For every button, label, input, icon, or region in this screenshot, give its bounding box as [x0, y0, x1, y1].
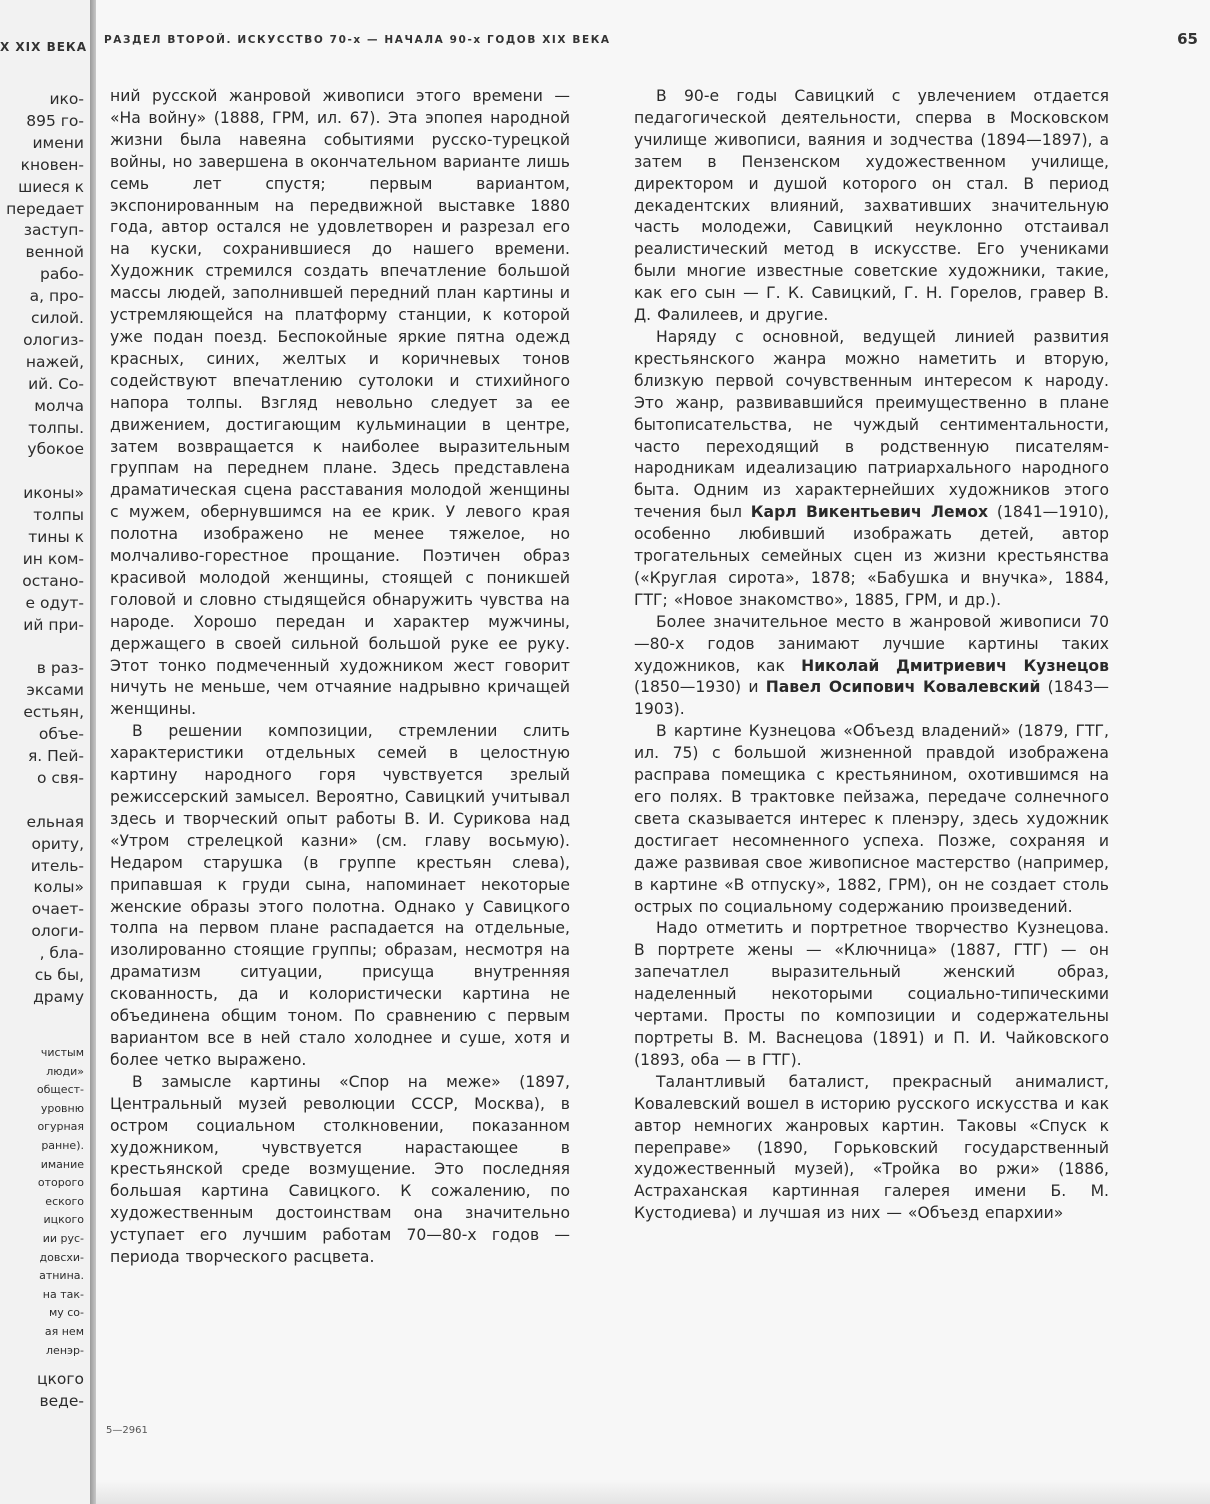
paragraph — [634, 327, 1109, 612]
previous-page-line: шиеся к — [18, 177, 84, 196]
previous-page-line: венной — [25, 243, 84, 262]
text-run: (1850—1930) и — [634, 678, 766, 697]
previous-page-line: имени — [32, 133, 84, 152]
previous-page-line: ологи- — [31, 922, 84, 941]
previous-page-line: веде- — [39, 1392, 84, 1410]
previous-page-line: остано- — [22, 571, 84, 590]
previous-page-line: тины к — [28, 528, 84, 546]
paragraph: Надо отметить и портретное творчество Кузнецова. В портрете жены — «Ключница» (1887, ГТГ) — он запечатлел выразительный женский образ, наделенный некоторыми социально-типическими чертами. Просты по композиции и содержательны портреты В. М. Васнецова (1891) и П. И. Чайковского (1893, оба — в ГТГ). — [634, 919, 1109, 1069]
paragraph: В картине Кузнецова «Объезд владений» (1879, ГТГ, ил. 75) с большой жизненной правдой изображена расправа помещика с крестьянином, охотившимся на его полях. В трактовке пейзажа, передаче солнечного света сказывается интерес к пленэру, здесь художник достигает несомненного успеха. Позже, сохраняя и даже развивая свое живописное мастерство (например, в картине «В отпуску», 1882, ГРМ), он не создает столь острых по социальному содержанию произведений. — [634, 722, 1109, 916]
previous-page-line: эксами — [26, 681, 84, 700]
paragraph: Талантливый баталист, прекрасный анималист, Ковалевский вошел в историю русского искусства и как автор немногих жанровых картин. Таковы «Спуск к переправе» (1890, Горьковский государственный художественный музей), «Тройка во ржи» (1886, Астраханская картинная галерея имени Б. М. Кустодиева) и лучшая из них — «Объезд епархии» — [634, 1072, 1109, 1223]
text-run: (1841—1910), особенно любивший изображать детей, автор трогательных семейных сцен из жизни крестьянства («Круглая сирота», 1878; «Бабушка и внучка», 1884, ГТГ; «Новое знакомство», 1885, ГРМ, и др.). — [634, 503, 1109, 609]
previous-page-line: оторого — [37, 1176, 84, 1190]
previous-page-line: общест- — [36, 1083, 84, 1097]
text-run: Более значительное место в жанровой живописи 70—80-х годов занимают лучшие картины таких художников, как — [634, 612, 1109, 675]
book-page — [96, 0, 1210, 1504]
text-run: (1843—1903). — [634, 678, 1109, 719]
previous-page-line: люди» — [46, 1064, 84, 1078]
previous-page-line: иконы» — [23, 484, 84, 503]
paragraph: В 90-е годы Савицкий с увлечением отдается педагогической деятельности, сперва в Московском училище живописи, ваяния и зодчества (1894—1897), а затем в Пензенском художественном училище, директором и душой которого он стал. В период декадентских влияний, захвативших значительную часть молодежи, Савицкий неуклонно отстаивал реалистический метод в искусстве. Его учениками были многие известные советские художники, такие, как его сын — Г. К. Савицкий, Г. Н. Горелов, гравер В. Д. Фалилеев, и другие. — [634, 87, 1109, 325]
paragraph: ний русской жанровой живописи этого времени — «На войну» (1888, ГРМ, ил. 67). Эта эпопея народной жизни была навеяна событиями русско-турецкой войны, но завершена в окончательном варианте лишь семь лет спустя; первым вариантом, экспонированным на передвижной выставке 1880 года, автор остался не удовлетворен и разрезал его на куски, сохранившиеся до нашего времени. Художник стремился создать впечатление большой массы людей, заполнившей передний план картины и устремляющейся на платформу станции, к которой уже подан поезд. Беспокойные яркие пятна одежд красных, синих, желтых и коричневых тонов содействуют впечатлению сутолоки и стихийного напора толпы. Взгляд невольно следует за ее движением, достигающим кульминации в центре, затем возвращается к наиболее выразительным группам на переднем плане. Здесь представлена драматическая сцена расставания молодой женщины с мужем, обернувшимся на ее крик. У левого края полотна изображено не менее тяжелое, но молчаливо-горестное прощание. Поэтичен образ красивой молодой женщины, стоящей с поникшей головой и словно стыдящейся обнаружить чувства на народе. Хорошо передан и характер мужчины, держащего в своей сильной большой руке ее руку. Этот тонко подмеченный художником жест говорит ничуть не меньше, чем отчаяние надрывно кричащей женщины. — [110, 87, 570, 719]
previous-page-line: еского — [45, 1194, 84, 1208]
left-column — [110, 86, 570, 1269]
page-number: 65 — [1177, 30, 1198, 48]
previous-page-line: толпы — [33, 506, 84, 525]
previous-page-line: му со- — [48, 1306, 84, 1320]
previous-page-line: ий. Со- — [28, 374, 84, 393]
previous-page-line: я. Пей- — [27, 747, 84, 765]
text-run: Наряду с основной, ведущей линией развития крестьянского жанра можно наметить и вторую, близкую первой сочувственным интересом к народу. Это жанр, развивавшийся преимущественно в плане бытописательства, не чуждый сентиментальности, часто переходящий в родственную писателям-народникам идеализацию патриархального народного быта. Одним из характернейших художников этого течения был — [634, 327, 1109, 522]
previous-page-line: , бла- — [39, 944, 84, 963]
printer-signature: 5—2961 — [106, 1425, 148, 1436]
previous-page-line: ая нем — [44, 1325, 84, 1338]
artist-name: Карл Викентьевич Лемох — [750, 503, 989, 522]
previous-page-line: цкого — [36, 1370, 84, 1388]
previous-page-line: атнина. — [39, 1269, 84, 1283]
previous-page-line: довсхи- — [39, 1250, 84, 1264]
running-title: РАЗДЕЛ ВТОРОЙ. ИСКУССТВО 70-х — НАЧАЛА 90-х ГОДОВ XIX ВЕКА — [104, 34, 611, 46]
previous-page-line: ико- — [49, 90, 84, 108]
previous-page-line: в раз- — [36, 659, 84, 678]
artist-name: Павел Осипович Ковалевский — [765, 678, 1041, 697]
previous-page-line: ленэр- — [46, 1343, 84, 1357]
previous-page-line: о свя- — [37, 768, 84, 787]
previous-page-line: ий при- — [23, 615, 84, 634]
previous-page-line: кновен- — [20, 155, 84, 174]
previous-page-line: ицкого — [43, 1213, 84, 1227]
previous-page-line: ельная — [26, 812, 84, 831]
artist-name: Николай Дмитриевич Кузнецов — [801, 656, 1109, 675]
previous-page-line: нажей, — [25, 352, 84, 371]
previous-page-line: на так- — [42, 1287, 84, 1301]
previous-page-line: молча — [34, 396, 84, 415]
previous-page-line: ии рус- — [42, 1232, 84, 1245]
previous-page-line: имание — [40, 1157, 84, 1171]
previous-page-line: заступ- — [23, 221, 84, 240]
previous-page-line: передает — [6, 199, 84, 218]
previous-page-line: толпы. — [28, 418, 84, 437]
paragraph: В замысле картины «Спор на меже» (1897, Центральный музей революции СССР, Москва), в остром социальном столкновении, показанном художником, чувствуется нарастающее в крестьянской среде возмущение. Это последняя большая картина Савицкого. К сожалению, по художественным достоинствам она значительно уступает его лучшим работам 70—80-х годов — периода творческого расцвета. — [110, 1072, 570, 1267]
previous-page-line: е одут- — [25, 593, 84, 612]
previous-page-line: очает- — [31, 900, 84, 919]
previous-page-line: убокое — [27, 440, 84, 459]
previous-page-line: сь бы, — [34, 966, 84, 984]
previous-page-line: драму — [33, 987, 84, 1006]
previous-page-line: естьян, — [23, 703, 84, 722]
previous-page-line: объе- — [38, 725, 84, 744]
previous-page-line: рабо- — [40, 265, 84, 284]
previous-page-line: итель- — [30, 856, 84, 875]
right-column — [634, 86, 1109, 1225]
previous-page-line: огурная — [37, 1120, 84, 1134]
page-bottom-shade — [96, 1480, 1210, 1504]
previous-page-line: ранне). — [41, 1139, 84, 1152]
previous-page-line: ориту, — [31, 834, 84, 853]
previous-page-line: чистым — [40, 1046, 84, 1059]
previous-page-line: колы» — [33, 878, 84, 897]
previous-page-header: Х XIX ВЕКА — [0, 40, 88, 54]
previous-page-line: 895 го- — [26, 111, 84, 130]
previous-page-line: а, про- — [29, 287, 84, 306]
previous-page-edge — [0, 0, 90, 1504]
previous-page-line: ин ком- — [22, 549, 84, 568]
previous-page-line: силой. — [31, 309, 84, 327]
previous-page-line: уровню — [40, 1101, 84, 1115]
paragraph — [634, 612, 1109, 722]
previous-page-line: ологиз- — [23, 330, 84, 349]
paragraph: В решении композиции, стремлении слить характеристики отдельных семей в целостную картину народного горя чувствуется зрелый режиссерский замысел. Вероятно, Савицкий учитывал здесь и творческий опыт работы В. И. Сурикова над «Утром стрелецкой казни» (см. главу восьмую). Недаром старушка (в группе крестьян слева), припавшая к груди сына, напоминает некоторые женские образы этого полотна. Однако у Савицкого толпа на первом плане распадается на отдельные, изолированно стоящие группы; образам, несмотря на драматизм ситуации, присуща внутренняя скованность, да и колористически картина не объединена общим тоном. По сравнению с первым вариантом все в ней стало холоднее и суше, хотя и более четко выражено. — [110, 722, 570, 1069]
